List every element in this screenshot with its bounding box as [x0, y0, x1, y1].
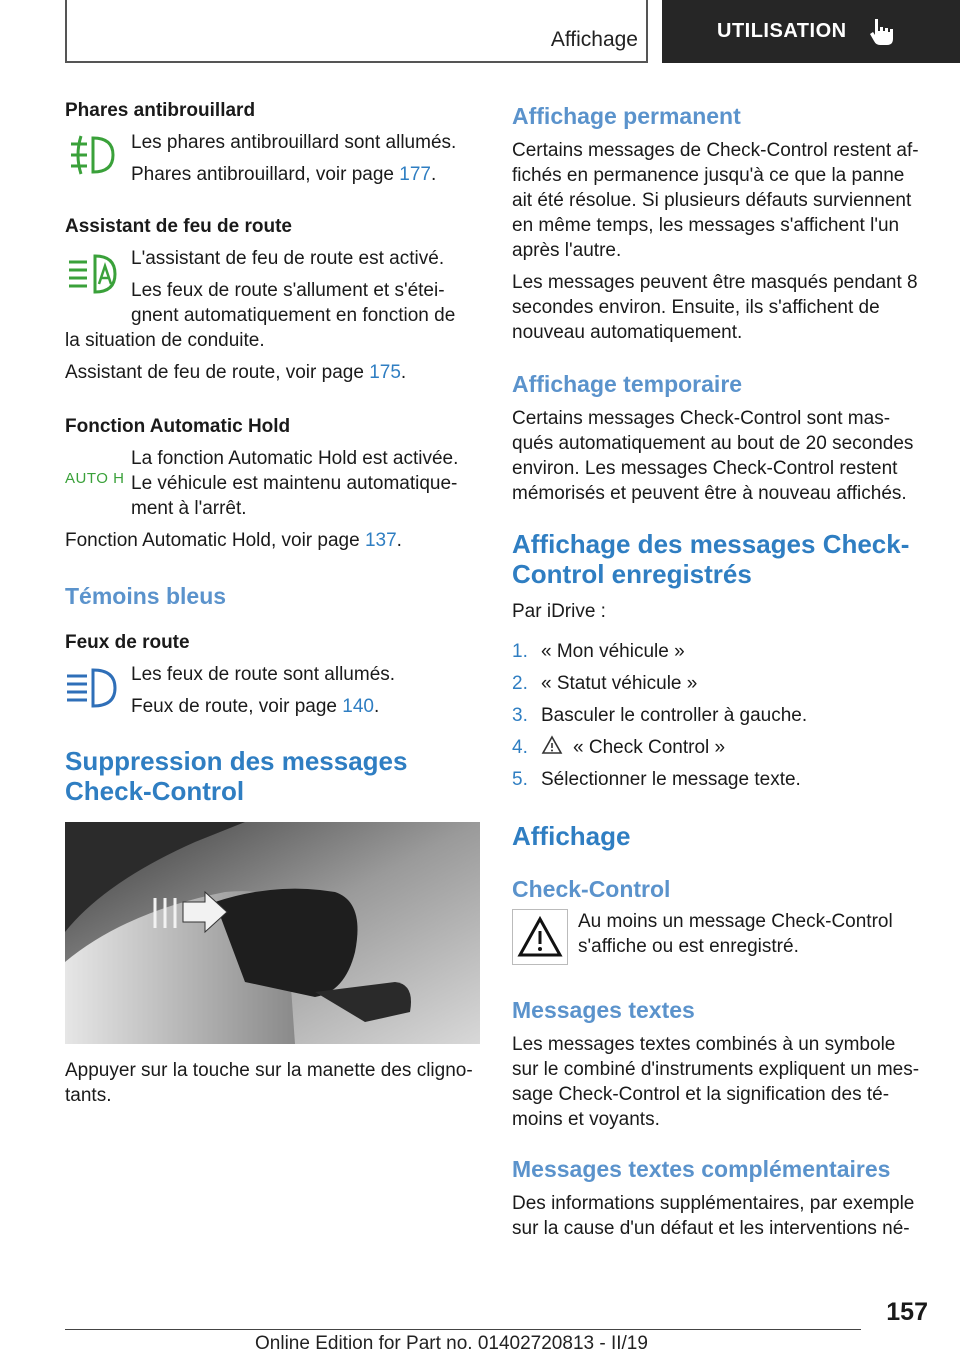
highbeam-assist-title: Assistant de feu de route [65, 216, 292, 237]
check-control-entry [512, 909, 926, 959]
auto-hold-ref-text: Fonction Automatic Hold, voir page [65, 530, 365, 551]
header-chapter-tab [662, 0, 960, 63]
header-chapter-title: UTILISATION [717, 20, 847, 42]
auto-hold-title: Fonction Automatic Hold [65, 416, 291, 437]
photo-caption: Appuyer sur la touche sur la manette des cligno-tants. [65, 1060, 473, 1106]
highbeam-assist-ref-text: Assistant de feu de route, voir page [65, 362, 370, 383]
highbeam-assist-ref [65, 360, 480, 385]
highbeam-text: Les feux de route sont allumés. [131, 664, 396, 685]
text-messages-paragraph: Les messages textes combinés à un symbole sur le combiné d'instruments expliquent un mes-sage Check-Control et la signification des té-moins et voyants. [512, 1034, 920, 1130]
highbeam-assist-line2-cont: la situation de conduite. [65, 330, 265, 351]
hand-pointer-icon [869, 17, 895, 47]
permanent-paragraph-2: Les messages peuvent être masqués pendant 8 secondes environ. Ensuite, ils s'affichent de nouveau automatiquement. [512, 272, 918, 343]
steps-list [512, 639, 926, 792]
text-messages-heading: Messages textes [512, 997, 695, 1023]
auto-hold-icon: AUTO H [65, 470, 125, 487]
suppress-messages-heading: Suppression des messages Check-Control [65, 746, 408, 806]
step-text: Basculer le controller à gauche. [541, 705, 808, 726]
front-fog-light-icon [65, 132, 119, 178]
step-item [512, 671, 926, 696]
step-number: 3. [512, 705, 528, 726]
fog-ref-end: . [430, 164, 437, 185]
step-number: 4. [512, 737, 528, 758]
highbeam-assist-ref-end: . [400, 362, 407, 383]
step-text: Sélectionner le message texte. [541, 769, 801, 790]
step-item [512, 767, 926, 792]
highbeam-ref [131, 694, 480, 719]
idrive-label: Par iDrive : [512, 601, 606, 622]
highbeam-ref-end: . [373, 696, 380, 717]
auto-hold-page-link[interactable]: 137 [364, 530, 397, 551]
stored-messages-heading: Affichage des messages Check-Control enregistrés [512, 529, 910, 589]
highbeam-assist-page-link[interactable]: 175 [369, 362, 401, 383]
permanent-display-heading: Affichage permanent [512, 103, 741, 129]
warning-triangle-icon [541, 735, 563, 755]
warning-triangle-icon [512, 909, 568, 965]
step-text: « Mon véhicule » [541, 641, 685, 662]
footer-divider [65, 1329, 861, 1330]
step-item [512, 639, 926, 664]
blue-indicators-heading: Témoins bleus [65, 583, 227, 609]
extra-messages-paragraph: Des informations supplémentaires, par exemple sur la cause d'un défaut et les interventions né- [512, 1193, 915, 1239]
fog-page-link[interactable]: 177 [399, 164, 431, 185]
fog-ref-text: Phares antibrouillard, voir page [131, 164, 400, 185]
fog-ref [131, 162, 480, 187]
temporary-paragraph: Certains messages Check-Control sont mas-qués automatiquement au bout de 20 secondes environ. Les messages Check-Control restent mémorisés et peuvent être à nouveau affichés. [512, 408, 914, 504]
high-beam-icon [65, 664, 119, 710]
extra-messages-heading: Messages textes complémentaires [512, 1156, 891, 1182]
footer-edition: Online Edition for Part no. 01402720813 - II/19 [255, 1333, 648, 1354]
highbeam-assist-entry [65, 246, 480, 328]
auto-hold-text: La fonction Automatic Hold est activée. Le véhicule est maintenu automatique-ment à l'arrêt. [131, 448, 459, 519]
fog-text: Les phares antibrouillard sont allumés. [131, 132, 457, 153]
auto-hold-ref [65, 528, 480, 553]
display-heading: Affichage [512, 821, 631, 851]
step-text: « Statut véhicule » [541, 673, 698, 694]
auto-hold-entry [65, 446, 480, 521]
step-text: « Check Control » [573, 737, 726, 758]
check-control-heading: Check-Control [512, 876, 671, 902]
step-number: 1. [512, 641, 528, 662]
fog-entry [65, 130, 480, 187]
header-section-title: Affichage [550, 28, 638, 51]
fog-title: Phares antibrouillard [65, 100, 256, 121]
high-beam-assist-icon [65, 248, 121, 296]
highbeam-title: Feux de route [65, 632, 190, 653]
temporary-display-heading: Affichage temporaire [512, 371, 743, 397]
auto-hold-ref-end: . [396, 530, 402, 551]
highbeam-page-link[interactable]: 140 [342, 696, 374, 717]
left-column [65, 100, 480, 1115]
highbeam-entry [65, 662, 480, 719]
highbeam-assist-line1: L'assistant de feu de route est activé. [131, 248, 445, 269]
step-item [512, 703, 926, 728]
check-control-text: Au moins un message Check-Control s'affiche ou est enregistré. [578, 911, 893, 957]
step-number: 5. [512, 769, 528, 790]
highbeam-assist-line2: Les feux de route s'allument et s'étei-gnent automatiquement en fonction de [131, 280, 456, 326]
page-number: 157 [886, 1298, 928, 1326]
permanent-paragraph-1: Certains messages de Check-Control restent af-fichés en permanence jusqu'à ce que la panne ait été résolue. Si plusieurs défauts surviennent en même temps, les messages s'affichent l'un après l'autre. [512, 140, 919, 261]
step-number: 2. [512, 673, 528, 694]
turn-signal-lever-photo [65, 822, 480, 1044]
right-column [512, 100, 926, 1248]
highbeam-ref-text: Feux de route, voir page [131, 696, 343, 717]
step-item [512, 735, 926, 760]
